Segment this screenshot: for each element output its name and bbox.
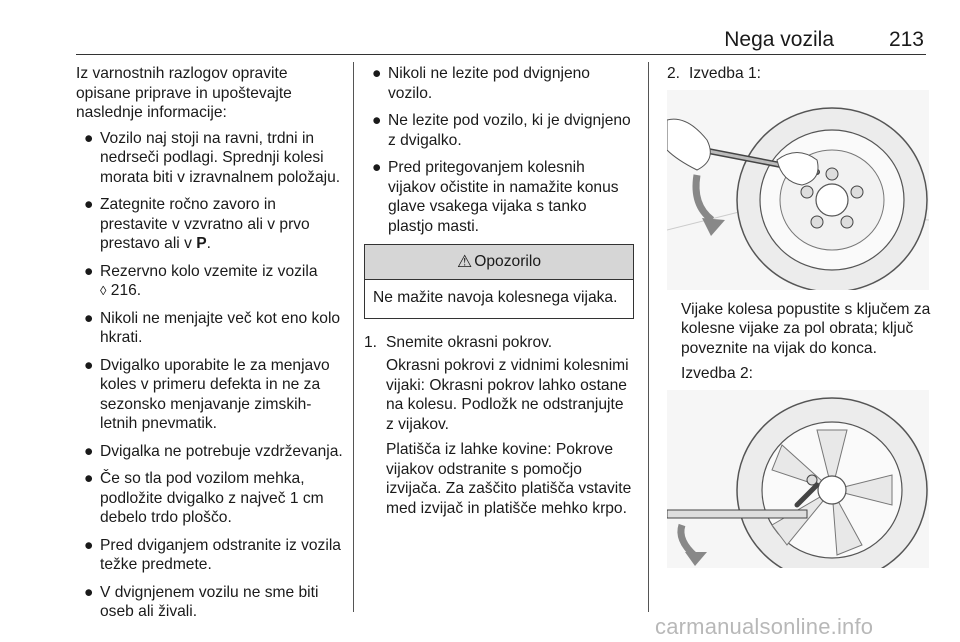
bullet-icon: ● bbox=[372, 159, 382, 176]
page-header bbox=[76, 22, 926, 55]
page-title: Nega vozila bbox=[724, 28, 834, 51]
column-divider bbox=[648, 62, 649, 612]
warning-icon: ⚠ bbox=[457, 252, 473, 272]
step-2 bbox=[667, 64, 935, 84]
bullet-icon: ● bbox=[84, 129, 94, 147]
list-item: ● Če so tla pod vozilom mehka, podložite dvigalko z največ 1 cm debelo trdo ploščo. bbox=[84, 470, 324, 526]
list-item: ● Nikoli ne menjajte več kot eno kolo hkrati. bbox=[84, 309, 341, 346]
bullet-icon: ● bbox=[84, 470, 94, 487]
step-1 bbox=[364, 333, 634, 353]
column-2 bbox=[364, 64, 634, 524]
bullet-icon: ● bbox=[84, 356, 94, 374]
intro-paragraph: Iz varnostnih razlogov opravite opisane priprave in upoštevajte naslednje informacije: bbox=[76, 65, 292, 121]
list-item: ● Dvigalko uporabite le za menjavo koles v primeru defekta in ne za sezonsko menjavanje zimskih-letnih pnevmatik. bbox=[84, 356, 330, 432]
bullet-icon: ● bbox=[84, 442, 94, 460]
column-divider bbox=[353, 62, 354, 612]
step-title: Snemite okrasni pokrov. bbox=[386, 333, 553, 351]
step-paragraph: Vijake kolesa popustite s ključem za kolesne vijake za pol obrata; ključ poveznite na vijak do konca. bbox=[681, 300, 931, 357]
bullet-icon: ● bbox=[84, 309, 94, 327]
page-reference-link[interactable]: 216. bbox=[110, 282, 142, 299]
bullet-icon: ● bbox=[84, 536, 94, 554]
bullet-icon: ● bbox=[84, 196, 94, 213]
wheel-wrench-illustration-2 bbox=[667, 390, 929, 568]
watermark: carmanualsonline.info bbox=[655, 614, 874, 639]
list-item: ● Rezervno kolo vzemite iz vozila ◊ 216. bbox=[84, 262, 318, 299]
page-number: 213 bbox=[888, 28, 924, 51]
list-item: ● V dvignjenem vozilu ne sme biti oseb ali živali. bbox=[84, 583, 319, 620]
bullet-icon: ● bbox=[372, 112, 382, 129]
list-item: ● Zategnite ročno zavoro in prestavite v vzvratno ali v prvo prestavo ali v P. bbox=[84, 196, 310, 252]
list-item: ● Pred dviganjem odstranite iz vozila težke predmete. bbox=[84, 536, 341, 573]
step-number: 1. bbox=[364, 333, 378, 351]
list-item: ● Nikoli ne lezite pod dvignjeno vozilo. bbox=[372, 65, 590, 102]
step-title: Izvedba 1: bbox=[689, 65, 761, 82]
step-paragraph: Okrasni pokrovi z vidnimi kolesnimi vijaki: Okrasni pokrov lahko ostane na kolesu. Podložk ne odstranjujte z vijakov. bbox=[386, 357, 629, 433]
gear-p-label: P bbox=[196, 235, 207, 252]
bullet-icon: ● bbox=[84, 583, 94, 601]
column-1 bbox=[76, 64, 344, 630]
wheel-wrench-illustration-1 bbox=[667, 90, 929, 290]
list-item: ● Vozilo naj stoji na ravni, trdni in nedrseči podlagi. Sprednji kolesi morata biti v izravnalnem položaju. bbox=[84, 129, 341, 186]
step-paragraph: Platišča iz lahke kovine: Pokrove vijakov odstranite s pomočjo izvijača. Za zaščito platišča vstavite med izvijač in platišče mehko krpo. bbox=[386, 441, 632, 517]
warning-text: Ne mažite navoja kolesnega vijaka. bbox=[373, 289, 618, 306]
variant-label: Izvedba 2: bbox=[681, 365, 753, 382]
list-item: ● Ne lezite pod vozilo, ki je dvignjeno z dvigalko. bbox=[372, 112, 631, 149]
step-number: 2. bbox=[667, 65, 681, 82]
list-item: ● Pred pritegovanjem kolesnih vijakov očistite in namažite konus glave vsakega vijaka s tanko plastjo masti. bbox=[372, 159, 619, 235]
warning-title: Opozorilo bbox=[474, 253, 541, 271]
bullet-icon: ● bbox=[84, 262, 94, 280]
page-reference-icon: ◊ bbox=[100, 283, 107, 298]
warning-box bbox=[364, 244, 634, 319]
list-item: ● Dvigalka ne potrebuje vzdrževanja. bbox=[84, 442, 343, 460]
bullet-icon: ● bbox=[372, 65, 382, 82]
warning-header bbox=[365, 245, 633, 280]
column-3 bbox=[667, 64, 935, 568]
